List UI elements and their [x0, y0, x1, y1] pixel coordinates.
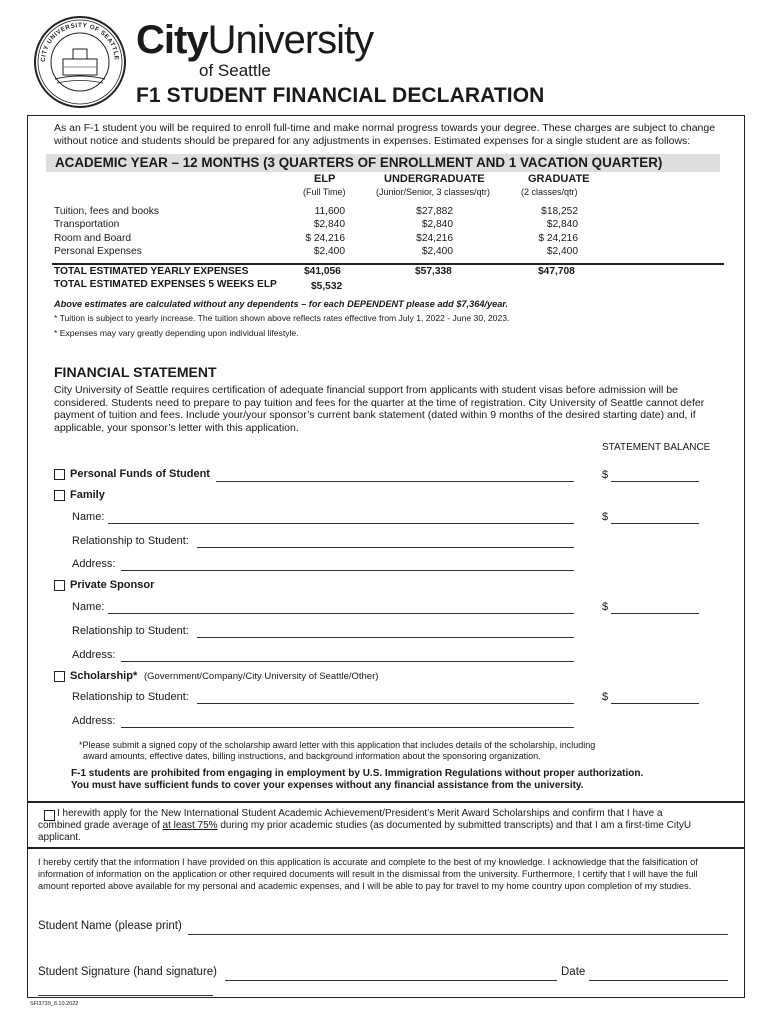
private-sponsor-checkbox[interactable]	[54, 580, 65, 591]
total-yearly-label: TOTAL ESTIMATED YEARLY EXPENSES	[54, 266, 249, 277]
scholarship-footnote: *Please submit a signed copy of the scholarship award letter with this application that includes details of the scholarship, including award amounts, effective dates, billing instructions, and background information about the sponsoring organization.	[79, 740, 596, 761]
sponsor-address-field[interactable]	[121, 661, 574, 662]
family-relationship-field[interactable]	[197, 547, 574, 548]
student-signature-field[interactable]	[225, 980, 557, 981]
header	[0, 0, 768, 112]
row-label: Transportation	[54, 219, 120, 230]
sponsor-amount-field[interactable]	[611, 613, 699, 614]
row-label: Personal Expenses	[54, 246, 142, 257]
row-undergrad-value: $24,216	[416, 233, 453, 244]
col-grad-title: GRADUATE	[528, 173, 590, 185]
personal-funds-line[interactable]	[216, 481, 574, 482]
scholarship-checkbox[interactable]	[54, 671, 65, 682]
dependents-note: Above estimates are calculated without any dependents – for each DEPENDENT please add $7,364/year.	[54, 299, 508, 309]
col-grad-subtitle: (2 classes/qtr)	[521, 187, 578, 197]
employment-warning: F-1 students are prohibited from engaging in employment by U.S. Immigration Regulations without proper authorization. You must have sufficient funds to cover your expenses without any financial assistance from the university.	[71, 768, 644, 791]
student-signature-label: Student Signature (hand signature)	[38, 966, 218, 978]
row-elp-value: $ 24,216	[305, 233, 345, 244]
total-yearly-grad: $47,708	[538, 266, 575, 277]
tuition-note: * Tuition is subject to yearly increase. The tuition shown above reflects rates effective from July 1, 2022 - June 30, 2023.	[54, 313, 510, 323]
date-label: Date	[561, 966, 586, 978]
col-undergrad-subtitle: (Junior/Senior, 3 classes/qtr)	[376, 187, 491, 197]
private-sponsor-label: Private Sponsor	[70, 579, 155, 591]
financial-statement-title: FINANCIAL STATEMENT	[54, 364, 217, 380]
row-label: Room and Board	[54, 233, 132, 244]
sponsor-relationship-label: Relationship to Student:	[72, 625, 189, 637]
sponsor-relationship-field[interactable]	[197, 637, 574, 638]
scholarship-amount-field[interactable]	[611, 703, 699, 704]
personal-funds-checkbox[interactable]	[54, 469, 65, 480]
financial-statement-body: City University of Seattle requires certification of adequate financial support from applicants with student visas before admission will be considered. Students need to prepare to pay tuition and fees for the quarter at the time of registration. City University of Seattle cannot defer payment of tuition and fees. Include your/your sponsor’s current bank statement (dated within 9 months of the desired starting date) and, if applicable, your sponsor’s letter with this application.	[54, 384, 705, 434]
certification-statement: I hereby certify that the information I have provided on this application is accurate and complete to the best of my knowledge. I acknowledge that the falsification of information of information on the application or other required documents will result in the dismissal from the university. Furthermore, I certify that I will have the full amount reported above available for my personal and academic expenses, and I will be able to pay for travel to my home country upon completion of my studies.	[38, 857, 698, 891]
university-seal-icon	[33, 15, 127, 109]
row-grad-value: $18,252	[541, 206, 578, 217]
dollar-sign: $	[602, 691, 609, 703]
statement-balance-header: STATEMENT BALANCE	[602, 442, 711, 453]
student-name-label: Student Name (please print)	[38, 920, 182, 932]
lifestyle-note: * Expenses may vary greatly depending upon individual lifestyle.	[54, 328, 299, 338]
sponsor-name-field[interactable]	[108, 613, 574, 614]
sponsor-name-label: Name:	[72, 601, 105, 613]
scholarship-address-label: Address:	[72, 715, 116, 727]
form-title: F1 STUDENT FINANCIAL DECLARATION	[136, 84, 545, 107]
row-elp-value: $2,840	[313, 219, 345, 230]
family-name-label: Name:	[72, 511, 105, 523]
family-amount-field[interactable]	[611, 523, 699, 524]
family-address-field[interactable]	[121, 570, 574, 571]
col-undergrad-title: UNDERGRADUATE	[384, 173, 485, 185]
family-relationship-label: Relationship to Student:	[72, 535, 189, 547]
family-checkbox[interactable]	[54, 490, 65, 501]
row-undergrad-value: $2,400	[421, 246, 453, 257]
row-label: Tuition, fees and books	[54, 206, 159, 217]
totals-divider	[52, 263, 724, 265]
svg-text:CITY UNIVERSITY OF SEATTLE: CITY UNIVERSITY OF SEATTLE	[39, 21, 121, 63]
sponsor-address-label: Address:	[72, 649, 116, 661]
row-grad-value: $2,400	[546, 246, 578, 257]
scholarship-address-field[interactable]	[121, 727, 574, 728]
certify-divider	[28, 847, 744, 849]
total-yearly-elp: $41,056	[304, 266, 341, 277]
date-field[interactable]	[589, 980, 728, 981]
col-elp-subtitle: (Full Time)	[303, 187, 346, 197]
family-name-field[interactable]	[108, 523, 574, 524]
row-elp-value: $2,400	[313, 246, 345, 257]
row-grad-value: $ 24,216	[538, 233, 578, 244]
col-elp-title: ELP	[314, 173, 336, 185]
scholarship-relationship-field[interactable]	[197, 703, 574, 704]
row-grad-value: $2,840	[546, 219, 578, 230]
total-elp-label: TOTAL ESTIMATED EXPENSES 5 WEEKS ELP	[54, 279, 277, 290]
merit-divider-top	[28, 801, 744, 803]
row-elp-value: 11,600	[314, 206, 345, 217]
brand-subtitle: of Seattle	[199, 61, 271, 80]
row-undergrad-value: $2,840	[421, 219, 453, 230]
personal-funds-amount-field[interactable]	[611, 481, 699, 482]
dollar-sign: $	[602, 601, 609, 613]
form-code: SFI3739_8.10.2022	[30, 1001, 79, 1007]
scholarship-label: Scholarship*	[70, 670, 138, 682]
academic-year-title: ACADEMIC YEAR – 12 MONTHS (3 QUARTERS OF ENROLLMENT AND 1 VACATION QUARTER)	[55, 155, 663, 170]
scholarship-types: (Government/Company/City University of Seattle/Other)	[144, 671, 379, 682]
brand-wordmark: CityUniversity	[136, 18, 374, 62]
intro-text: As an F-1 student you will be required to enroll full-time and make normal progress towards your degree. These charges are subject to change without notice and students should be prepared for any adjustments in expenses. Estimated expenses for a single student are as follows:	[54, 122, 716, 147]
footer-rule	[38, 995, 213, 996]
dollar-sign: $	[602, 469, 609, 481]
family-label: Family	[70, 489, 105, 501]
total-yearly-undergrad: $57,338	[415, 266, 452, 277]
family-address-label: Address:	[72, 558, 116, 570]
personal-funds-label: Personal Funds of Student	[70, 468, 210, 480]
scholarship-relationship-label: Relationship to Student:	[72, 691, 189, 703]
dollar-sign: $	[602, 511, 609, 523]
student-name-field[interactable]	[188, 934, 728, 935]
total-elp-value: $5,532	[311, 281, 343, 292]
merit-statement: I herewith apply for the New International Student Academic Achievement/President’s Merit Award Scholarships and confirm that I have a combined grade average of at least 75% during my prior academic studies (as documented by submitted transcripts) and that I am a first-time CityU applicant.	[38, 808, 692, 843]
row-undergrad-value: $27,882	[416, 206, 453, 217]
